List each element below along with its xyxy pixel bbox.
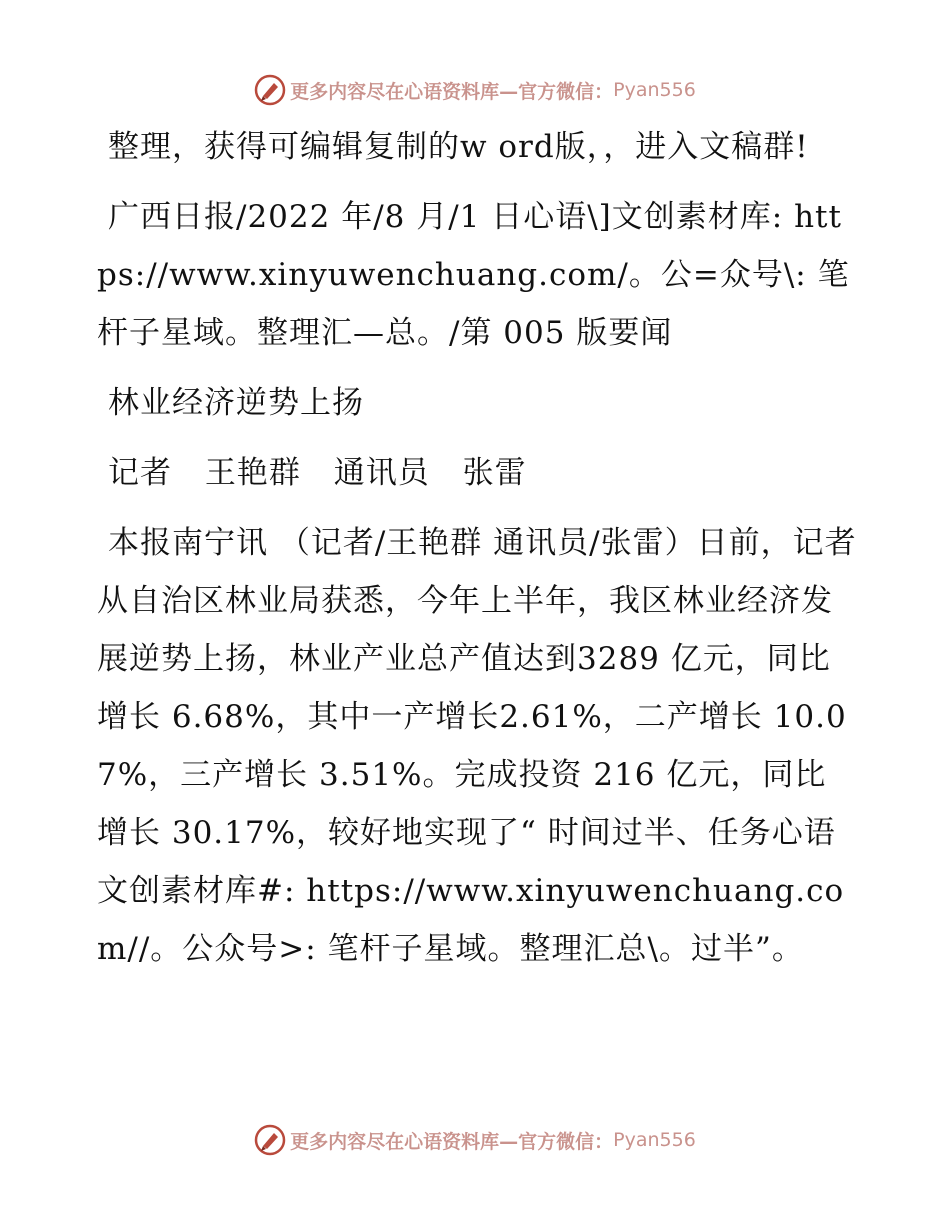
pen-nib-logo-icon [254,1124,286,1156]
intro-paragraph: 整理，获得可编辑复制的w ord版，，进入文稿群! [108,129,809,165]
source-paragraph: 广西日报/2022 年/8 月/1 日心语\]文创素材库: https://www.xinyuwenchuang.com/。公=众号\: 笔杆子星域。整理汇—总。/第 005 版要闻 [97,199,850,351]
watermark-wechat-id: Pyan556 [613,1129,696,1151]
footer-watermark-banner [0,1120,950,1160]
byline-reporter-label: 记者 [108,455,172,491]
article-body-paragraph: 本报南宁讯 （记者/王艳群 通讯员/张雷）日前，记者从自治区林业局获悉，今年上半年，我区林业经济发展逆势上扬，林业产业总产值达到3289 亿元，同比增长 6.68%，其中一产增长2.61%，二产增长 10.07%，三产增长 3.51%。完成投资 216 亿元，同比增长 30.17%，较好地实现了“ 时间过半、任务心语文创素材库#: https://www.xinyuwenchuang.com//。公众号>: 笔杆子星域。整理汇总\。过半”。 [97,525,857,967]
pen-nib-logo-icon [254,74,286,106]
watermark-text: 更多内容尽在心语资料库—官方微信： [290,80,614,103]
byline-correspondent-label: 通讯员 [333,455,430,491]
header-watermark-banner [0,70,950,110]
article-headline: 林业经济逆势上扬 [108,385,364,421]
byline-correspondent-name: 张雷 [462,455,527,491]
document-body [97,118,857,990]
watermark-wechat-id: Pyan556 [613,79,696,101]
watermark-text: 更多内容尽在心语资料库—官方微信： [290,1130,614,1153]
byline-reporter-name: 王艳群 [204,455,301,491]
article-byline [97,444,857,502]
